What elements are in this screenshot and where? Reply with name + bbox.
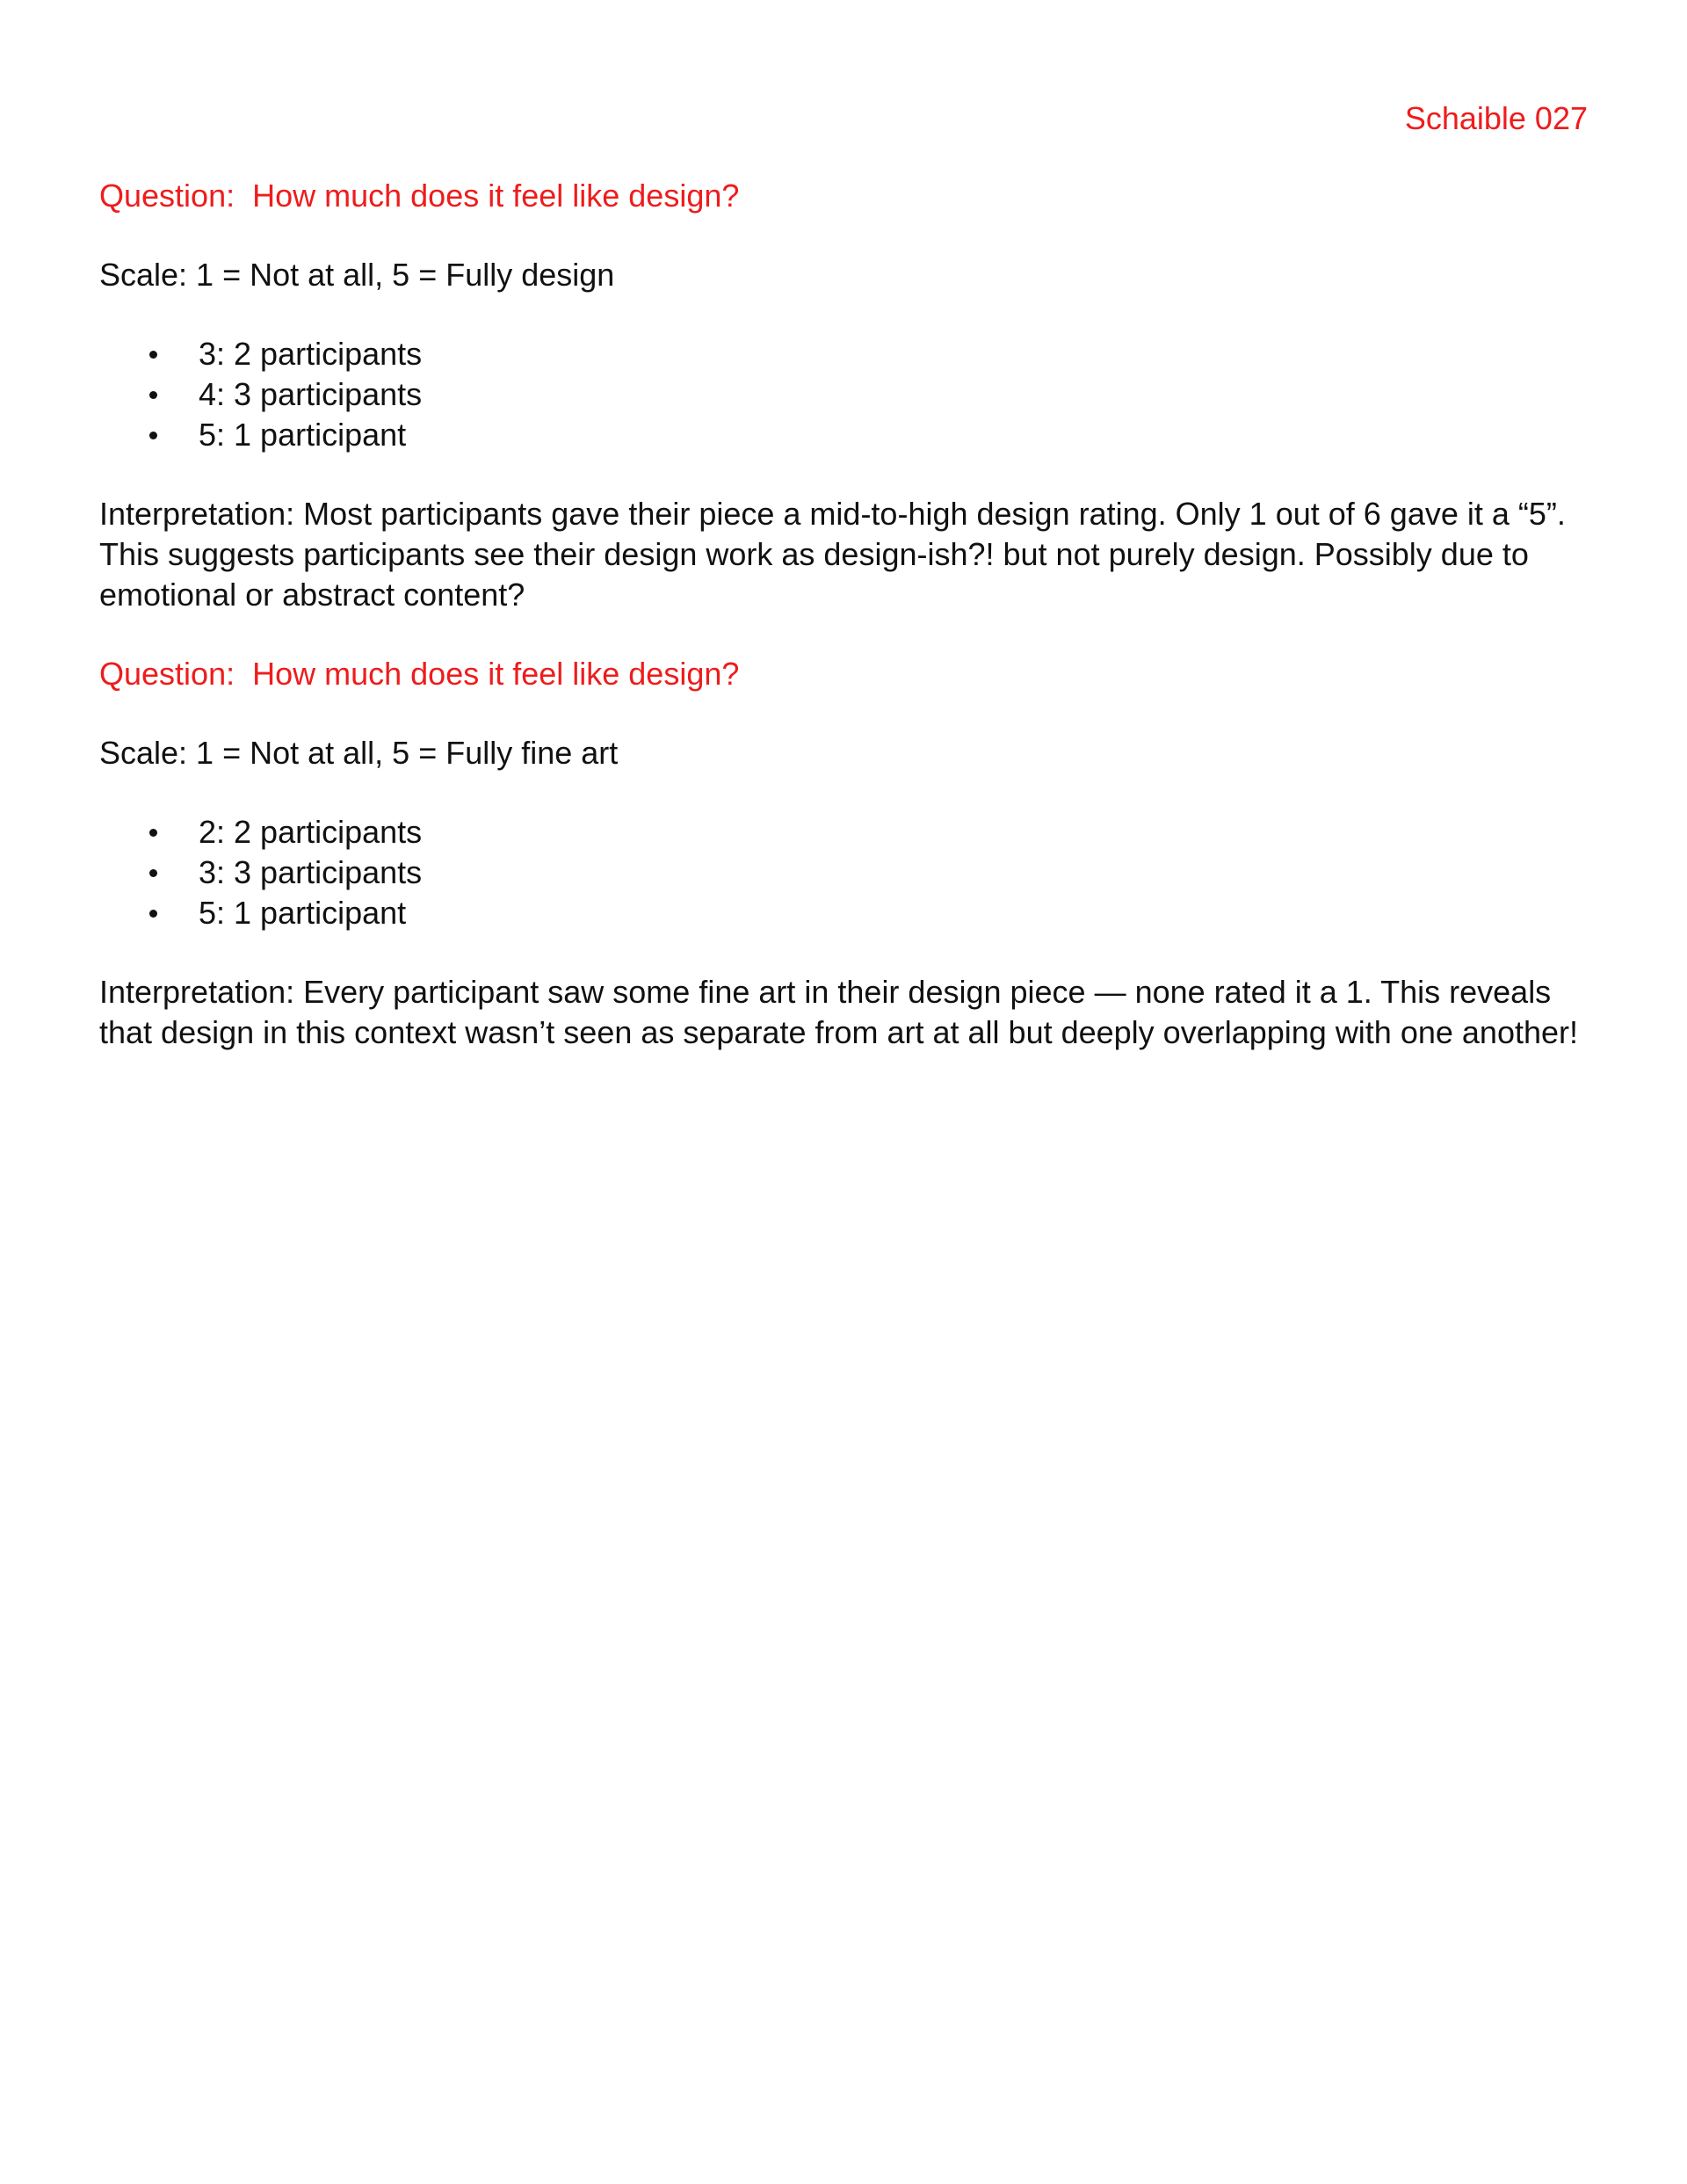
- section-fine-art: [99, 654, 1593, 1053]
- bullet-icon: [149, 391, 157, 399]
- rating-label: 3: 2 participants: [199, 336, 423, 372]
- scale-description: Scale: 1 = Not at all, 5 = Fully fine art: [99, 735, 619, 771]
- bullet-icon: [149, 869, 157, 877]
- document-body: [99, 176, 1593, 1053]
- bullet-icon: [149, 432, 157, 439]
- ratings-list: [99, 334, 1593, 455]
- interpretation-text: Interpretation: Most participants gave their piece a mid-to-high design rating. Only 1 out of 6 gave it a “5”. This suggests participants see their design work as design-ish?! but not purely design. Possibly due to emotional or abstract content?: [99, 496, 1566, 613]
- bullet-icon: [149, 829, 157, 837]
- scale-description: Scale: 1 = Not at all, 5 = Fully design: [99, 257, 615, 293]
- rating-label: 5: 1 participant: [199, 417, 407, 453]
- rating-item: [99, 893, 1593, 933]
- rating-label: 3: 3 participants: [199, 854, 423, 890]
- rating-item: [99, 374, 1593, 415]
- rating-item: [99, 334, 1593, 374]
- rating-label: 2: 2 participants: [199, 814, 423, 850]
- bullet-icon: [149, 910, 157, 918]
- ratings-list: [99, 812, 1593, 933]
- rating-label: 5: 1 participant: [199, 895, 407, 931]
- question-heading: Question: How much does it feel like design?: [99, 656, 740, 692]
- rating-item: [99, 415, 1593, 455]
- question-heading: Question: How much does it feel like design?: [99, 178, 740, 214]
- interpretation-text: Interpretation: Every participant saw some fine art in their design piece — none rated it a 1. This reveals that design in this context wasn’t seen as separate from art at all but deeply overlapping with one another!: [99, 974, 1578, 1050]
- rating-item: [99, 812, 1593, 853]
- document-code: Schaible 027: [1404, 100, 1588, 136]
- rating-item: [99, 853, 1593, 893]
- rating-label: 4: 3 participants: [199, 376, 423, 412]
- section-design: [99, 176, 1593, 615]
- bullet-icon: [149, 351, 157, 359]
